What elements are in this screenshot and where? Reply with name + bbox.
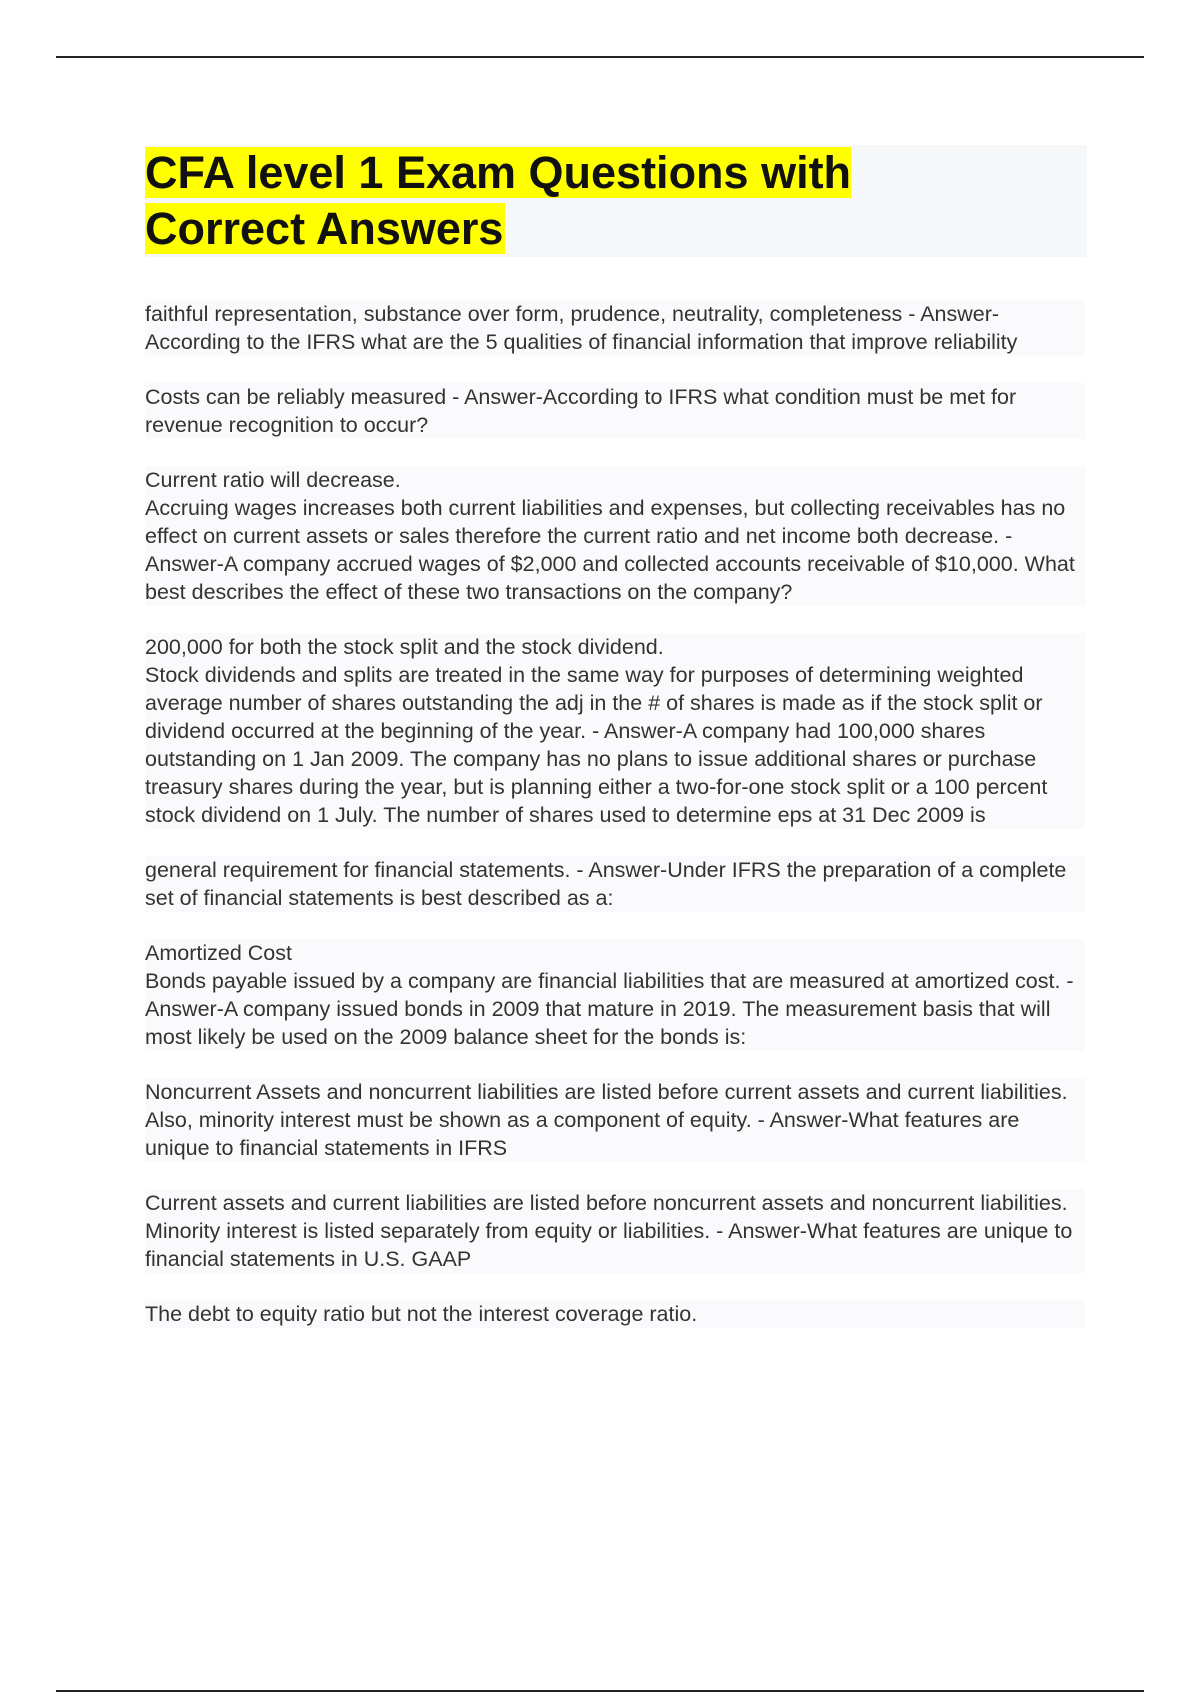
header-rule xyxy=(56,56,1144,58)
page-title-text: CFA level 1 Exam Questions with Correct Answers xyxy=(145,147,852,254)
page-title xyxy=(145,145,945,257)
footer-rule xyxy=(56,1690,1144,1692)
qa-entry-6 xyxy=(145,939,1085,1051)
qa-text: general requirement for financial statements. - Answer-Under IFRS the preparation of a complete set of financial statements is best described as a: xyxy=(145,858,1067,910)
title-block xyxy=(145,145,1087,257)
qa-answer: Current ratio will decrease. xyxy=(145,468,401,492)
qa-entry-7 xyxy=(145,1078,1085,1162)
qa-text: faithful representation, substance over form, prudence, neutrality, completeness - Answer-According to the IFRS what are the 5 qualities of financial information that improve reliability xyxy=(145,302,1018,354)
qa-entry-5 xyxy=(145,856,1085,912)
qa-text: The debt to equity ratio but not the interest coverage ratio. xyxy=(145,1302,698,1326)
qa-text: Noncurrent Assets and noncurrent liabilities are listed before current assets and current liabilities. Also, minority interest must be shown as a component of equity. - Answer-What features are unique to financial statements in IFRS xyxy=(145,1080,1068,1160)
qa-text: Stock dividends and splits are treated in the same way for purposes of determining weighted average number of shares outstanding the adj in the # of shares is made as if the stock split or dividend occurred at the beginning of the year. - Answer-A company had 100,000 shares outstanding on 1 Jan 2009. The company has no plans to issue additional shares or purchase treasury shares during the year, but is planning either a two-for-one stock split or a 100 percent stock dividend on 1 July. The number of shares used to determine eps at 31 Dec 2009 is xyxy=(145,663,1048,827)
qa-entry-2 xyxy=(145,383,1085,439)
qa-answer: Amortized Cost xyxy=(145,941,292,965)
qa-entry-8 xyxy=(145,1189,1085,1273)
qa-text: Costs can be reliably measured - Answer-According to IFRS what condition must be met for revenue recognition to occur? xyxy=(145,385,1017,437)
qa-text: Bonds payable issued by a company are financial liabilities that are measured at amortized cost. - Answer-A company issued bonds in 2009 that mature in 2019. The measurement basis that will most likely be used on the 2009 balance sheet for the bonds is: xyxy=(145,969,1074,1049)
qa-entry-4 xyxy=(145,633,1085,829)
qa-text: Current assets and current liabilities are listed before noncurrent assets and noncurrent liabilities. Minority interest is listed separately from equity or liabilities. - Answer-What features are unique to financial statements in U.S. GAAP xyxy=(145,1191,1073,1271)
qa-entry-9 xyxy=(145,1300,1085,1328)
qa-answer: 200,000 for both the stock split and the stock dividend. xyxy=(145,635,664,659)
qa-entry-3 xyxy=(145,466,1085,606)
qa-text: Accruing wages increases both current liabilities and expenses, but collecting receivables has no effect on current assets or sales therefore the current ratio and net income both decrease. - Answer-A company accrued wages of $2,000 and collected accounts receivable of $10,000. What best describes the effect of these two transactions on the company? xyxy=(145,496,1075,604)
qa-entry-1 xyxy=(145,300,1085,356)
qa-list xyxy=(145,300,1085,1355)
